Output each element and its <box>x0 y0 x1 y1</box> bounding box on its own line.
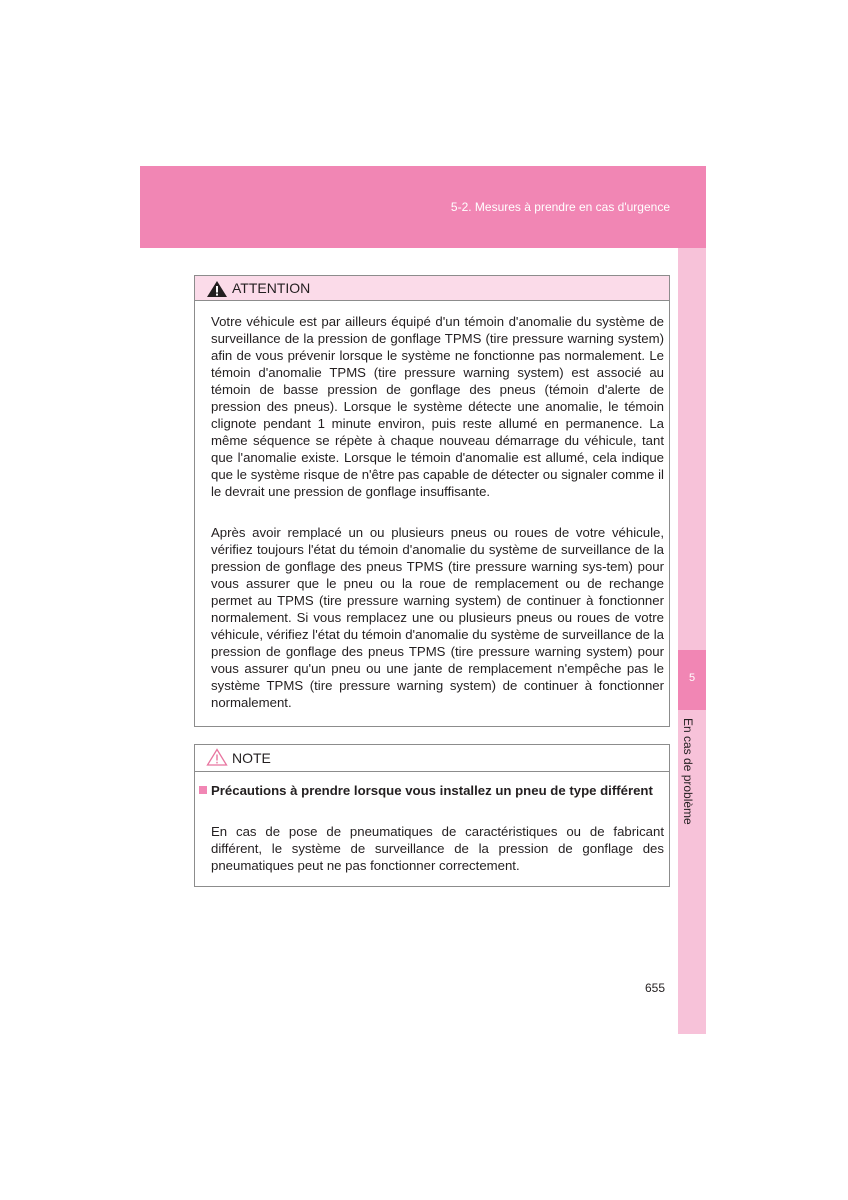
note-paragraph <box>211 823 664 874</box>
chapter-side-tab <box>678 248 706 1034</box>
warning-triangle-icon <box>206 280 228 298</box>
attention-paragraph-1 <box>211 313 664 500</box>
note-box <box>194 744 670 887</box>
attention-box <box>194 275 670 727</box>
attention-paragraph-2 <box>211 524 664 711</box>
warning-triangle-outline-icon <box>206 748 228 766</box>
attention-paragraph-2-text: Après avoir remplacé un ou plusieurs pneus ou roues de votre véhicule, vérifiez toujours l'état du témoin d'anomalie du système de surveillance de la pression de gonflage des pneus TPMS (tire pressure warning sys-tem) pour vous assurer que le pneu ou la roue de remplacement ou de rechange permet au TPMS (tire pressure warning system) de continuer à fonctionner normalement. Si vous remplacez une ou plusieurs pneus ou roues de votre véhicule, vérifiez l'état du témoin d'anomalie du système de surveillance de la pression de gonflage des pneus TPMS (tire pressure warning system) pour vous assurer qu'un pneu ou une jante de remplacement n'empêche pas le système TPMS (tire pressure warning system) de continuer à fonctionner normalement. <box>211 525 664 710</box>
note-title: NOTE <box>232 750 271 766</box>
page-number: 655 <box>645 981 666 995</box>
pink-square-bullet-icon <box>199 786 207 794</box>
note-subheading-text: Précautions à prendre lorsque vous installez un pneu de type différent <box>211 783 653 798</box>
note-subheading <box>199 782 664 799</box>
section-title: 5-2. Mesures à prendre en cas d'urgence <box>450 200 670 214</box>
chapter-number: 5 <box>688 672 696 684</box>
chapter-label: En cas de problème <box>681 718 695 825</box>
note-header <box>195 745 669 772</box>
section-header-band <box>140 166 706 248</box>
note-paragraph-text: En cas de pose de pneumatiques de caractéristiques ou de fabricant différent, le système de surveillance de la pression de gonflage des pneumatiques peut ne pas fonctionner correctement. <box>211 824 664 873</box>
attention-header <box>195 276 669 301</box>
attention-title: ATTENTION <box>232 280 311 296</box>
attention-paragraph-1-text: Votre véhicule est par ailleurs équipé d'un témoin d'anomalie du système de surveillance de la pression de gonflage TPMS (tire pressure warning system) afin de vous prévenir lorsque le système ne fonctionne pas normalement. Le témoin d'anomalie TPMS (tire pressure warning system) est associé au témoin de basse pression de gonflage des pneus (témoin d'alerte de pression des pneus). Lorsque le système détecte une anomalie, le témoin clignote pendant 1 minute environ, puis reste allumé en permanence. La même séquence se répète à chaque nouveau démarrage du véhicule, tant que l'anomalie existe. Lorsque le témoin d'anomalie est allumé, cela indique que le système risque de n'être pas capable de détecter ou signaler comme il le devrait une pression de gonflage insuffisante. <box>211 314 664 499</box>
chapter-number-block <box>678 650 706 710</box>
